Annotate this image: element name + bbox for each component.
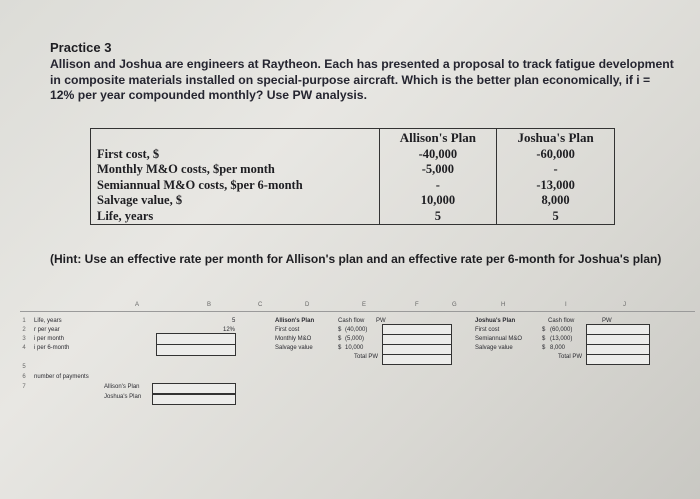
allison-value: -5,000 [379, 162, 497, 177]
joshua-sheet-title: Joshua's Plan [475, 318, 516, 324]
column-header-g: G [452, 302, 457, 308]
row-number: 5 [22, 364, 26, 370]
table-row [91, 193, 615, 208]
i-6month-cell[interactable] [156, 344, 236, 356]
payments-joshua-cell[interactable] [152, 394, 236, 405]
joshua-row-label: First cost [475, 327, 500, 333]
allison-sheet-title: Allison's Plan [275, 318, 315, 324]
column-header-i: I [565, 302, 567, 308]
joshua-row-currency: $ [542, 327, 546, 333]
spreadsheet [20, 302, 695, 422]
payments-allison-cell[interactable] [152, 383, 236, 394]
allison-pw-header: PW [376, 318, 386, 324]
row-label: First cost, $ [97, 147, 160, 161]
joshua-row-value: (60,000) [550, 327, 573, 333]
life-value: 5 [232, 318, 236, 324]
allison-row-label: Salvage value [275, 345, 313, 351]
allison-value: 10,000 [379, 193, 497, 208]
allison-value: - [379, 178, 497, 193]
row-label: Life, years [97, 208, 154, 223]
column-header-f: F [415, 302, 419, 308]
table-row [91, 147, 615, 162]
column-header-c: C [258, 302, 263, 308]
joshua-row-currency: $ [542, 336, 546, 342]
column-header-d: D [305, 302, 310, 308]
practice-title: Practice 3 [50, 40, 112, 55]
row-label: Monthly M&O costs, $per month [97, 162, 275, 177]
joshua-row-value: (13,000) [550, 336, 573, 342]
header-joshua: Joshua's Plan [497, 129, 615, 148]
column-header-b: B [207, 302, 212, 308]
row-number: 2 [22, 327, 26, 333]
row-number: 4 [22, 345, 26, 351]
joshua-row-value: 8,000 [550, 345, 566, 351]
row-number: 6 [22, 374, 26, 380]
allison-value: -40,000 [379, 147, 497, 162]
table-row [91, 178, 615, 193]
header-divider [20, 311, 695, 312]
problem-statement: Allison and Joshua are engineers at Raytheon. Each has presented a proposal to track fatigue development in composite materials installed on special-purpose aircraft. Which is the better plan economically, if i = 12% per year compounded monthly? Use PW analysis. [50, 57, 674, 102]
row-label: Salvage value, $ [97, 193, 183, 208]
column-header-e: E [362, 302, 367, 308]
i-month-label: i per month [34, 336, 65, 342]
allison-row-value: (5,000) [345, 336, 365, 342]
joshua-total-label: Total PW [558, 354, 583, 360]
joshua-value: -60,000 [497, 147, 615, 162]
i-6month-label: i per 6-month [34, 345, 70, 351]
table-row [91, 162, 615, 177]
proposal-table [90, 128, 615, 225]
payments-label: number of payments [34, 374, 89, 380]
payments-joshua-label: Joshua's Plan [104, 394, 142, 400]
allison-row-currency: $ [338, 345, 342, 351]
column-header-h: H [501, 302, 506, 308]
header-blank [91, 129, 380, 148]
row-number: 3 [22, 336, 26, 342]
table-row [91, 209, 615, 225]
joshua-row-label: Salvage value [475, 345, 513, 351]
joshua-row-label: Semiannual M&O [475, 336, 523, 342]
allison-total-label: Total PW [354, 354, 379, 360]
joshua-value: - [497, 162, 615, 177]
joshua-value: 5 [497, 209, 615, 225]
allison-row-value: 10,000 [345, 345, 364, 351]
header-allison: Allison's Plan [379, 129, 497, 148]
allison-row-currency: $ [338, 336, 342, 342]
rate-label: r per year [34, 327, 60, 333]
row-label: Semiannual M&O costs, $per 6-month [97, 177, 303, 192]
payments-allison-label: Allison's Plan [104, 384, 140, 390]
joshua-cashflow-header: Cash flow [548, 318, 575, 324]
allison-row-currency: $ [338, 327, 342, 333]
allison-row-label: Monthly M&O [275, 336, 312, 342]
life-label: Life, years [34, 318, 62, 324]
joshua-pw-header: PW [602, 318, 612, 324]
hint-text: (Hint: Use an effective rate per month for Allison's plan and an effective rate per 6-month for Joshua's plan) [50, 252, 662, 266]
joshua-value: 8,000 [497, 193, 615, 208]
joshua-value: -13,000 [497, 178, 615, 193]
allison-cashflow-header: Cash flow [338, 318, 365, 324]
row-number: 1 [22, 318, 26, 324]
allison-row-value: (40,000) [345, 327, 368, 333]
allison-total-pw-cell[interactable] [382, 354, 452, 365]
row-number: 7 [22, 384, 26, 390]
joshua-row-currency: $ [542, 345, 546, 351]
allison-value: 5 [379, 209, 497, 225]
column-header-a: A [135, 302, 140, 308]
rate-value: 12% [223, 327, 236, 333]
joshua-total-pw-cell[interactable] [586, 354, 650, 365]
column-header-j: J [623, 302, 626, 308]
table-header-row [91, 129, 615, 148]
allison-row-label: First cost [275, 327, 300, 333]
